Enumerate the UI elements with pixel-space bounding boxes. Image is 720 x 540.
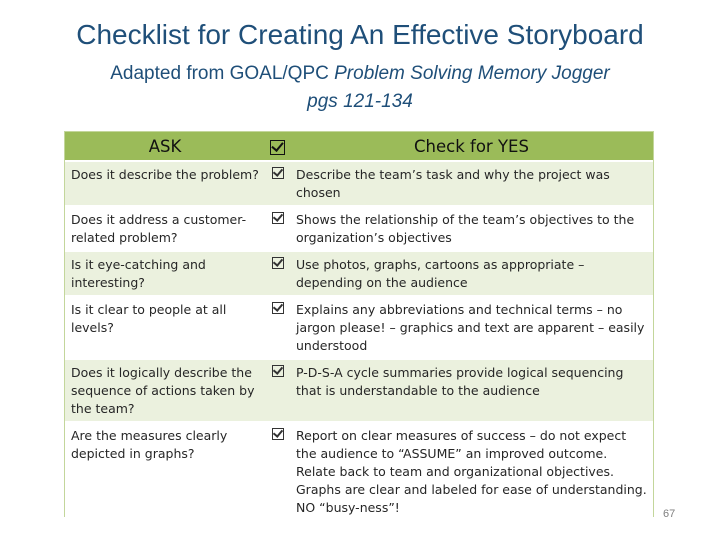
table-row	[65, 251, 653, 296]
checklist-grid	[65, 132, 653, 520]
table-row	[65, 206, 653, 251]
yes-cell: Explains any abbreviations and technical terms – no jargon please! – graphics and text are apparent – easily understood	[290, 296, 653, 359]
check-cell	[265, 359, 290, 422]
check-cell	[265, 161, 290, 206]
check-cell	[265, 296, 290, 359]
slide-title: Checklist for Creating An Effective Storyboard	[76, 19, 644, 50]
checklist-table	[64, 131, 654, 517]
check-cell	[265, 251, 290, 296]
yes-cell: Describe the team’s task and why the project was chosen	[290, 161, 653, 206]
ask-cell: Does it logically describe the sequence of actions taken by the team?	[65, 359, 265, 422]
checked-box-icon	[272, 428, 284, 440]
yes-cell: P-D-S-A cycle summaries provide logical sequencing that is understandable to the audience	[290, 359, 653, 422]
subtitle-book-title: Problem Solving Memory Jogger	[334, 63, 610, 84]
table-row	[65, 359, 653, 422]
subtitle-prefix: Adapted from GOAL/QPC	[110, 63, 335, 84]
checked-box-icon	[272, 365, 284, 377]
ask-cell: Does it describe the problem?	[65, 161, 265, 206]
subtitle-pages: pgs 121-134	[307, 91, 413, 112]
slide-subtitle	[0, 60, 720, 116]
header-yes: Check for YES	[290, 132, 653, 161]
ask-cell: Does it address a customer-related problem?	[65, 206, 265, 251]
header-check	[265, 132, 290, 161]
checked-box-icon	[272, 257, 284, 269]
ask-cell: Is it clear to people at all levels?	[65, 296, 265, 359]
page-number: 67	[663, 508, 676, 520]
ask-cell: Are the measures clearly depicted in graphs?	[65, 422, 265, 520]
check-cell	[265, 206, 290, 251]
yes-cell: Shows the relationship of the team’s objectives to the organization’s objectives	[290, 206, 653, 251]
table-row	[65, 161, 653, 206]
checked-box-icon	[270, 140, 285, 155]
yes-cell: Report on clear measures of success – do not expect the audience to “ASSUME” an improved outcome. Relate back to team and organizational objectives. Graphs are clear and labeled for ease of understanding. NO “busy-ness”!	[290, 422, 653, 520]
header-row	[65, 132, 653, 161]
table-row	[65, 422, 653, 520]
yes-cell: Use photos, graphs, cartoons as appropriate – depending on the audience	[290, 251, 653, 296]
ask-cell: Is it eye-catching and interesting?	[65, 251, 265, 296]
checked-box-icon	[272, 212, 284, 224]
header-ask: ASK	[65, 132, 265, 161]
table-row	[65, 296, 653, 359]
check-cell	[265, 422, 290, 520]
checked-box-icon	[272, 302, 284, 314]
checked-box-icon	[272, 167, 284, 179]
